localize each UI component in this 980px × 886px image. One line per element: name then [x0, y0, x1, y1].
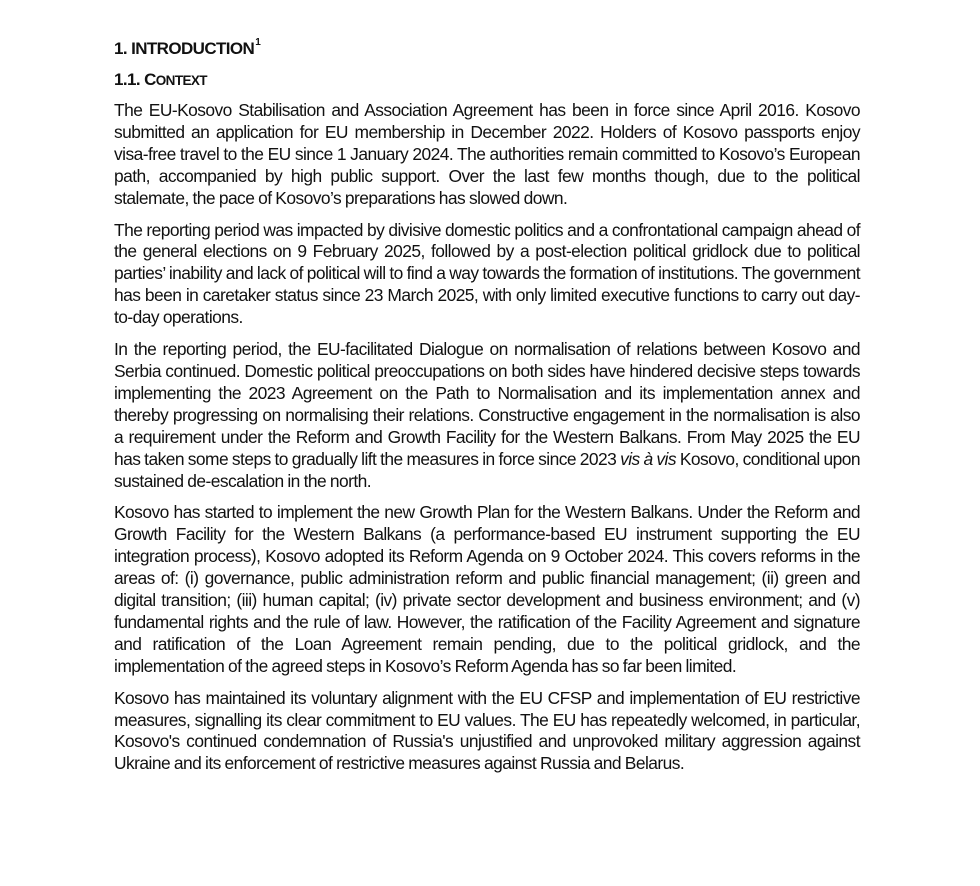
subsection-number: 1.1. — [114, 70, 145, 89]
footnote-reference[interactable]: 1 — [255, 37, 261, 48]
italic-phrase: vis à vis — [620, 448, 677, 469]
paragraph-text: In the reporting period, the EU-facilitated Dialogue on normalisation of relations between Kosovo and Serbia continued. Domestic political preoccupations on both sides have hindered decisive steps towards implementing the 2023 Agreement on the Path to Normalisation and its implementation annex and thereby progressing on normalising their relations. Constructive engagement in the normalisation is also a requirement under the Reform and Growth Facility for the Western Balkans. From May 2025 the EU has taken some steps to gradually lift the measures in force since 2023 — [114, 339, 860, 469]
heading-text: 1. INTRODUCTION — [114, 39, 255, 58]
paragraph-dialogue-serbia — [114, 339, 860, 492]
paragraph-sa-agreement: The EU-Kosovo Stabilisation and Association Agreement has been in force since April 2016. Kosovo submitted an application for EU membership in December 2022. Holders of Kosovo passports enjoy visa-free travel to the EU since 1 January 2024. The authorities remain committed to Kosovo’s European path, accompanied by high public support. Over the last few months though, due to the political stalemate, the pace of Kosovo’s preparations has slowed down. — [114, 100, 860, 208]
paragraph-text: Kosovo, conditional upon sustained de-escalation in the north. — [114, 448, 860, 491]
paragraph-reporting-period-politics: The reporting period was impacted by divisive domestic politics and a confrontational campaign ahead of the general elections on 9 February 2025, followed by a post-election political gridlock due to political parties’ inability and lack of political will to find a way towards the formation of institutions. The government has been in caretaker status since 23 March 2025, with only limited executive functions to carry out day-to-day operations. — [114, 219, 860, 328]
section-heading-introduction — [114, 36, 860, 62]
paragraph-cfsp-alignment: Kosovo has maintained its voluntary alignment with the EU CFSP and implementation of EU restrictive measures, signalling its clear commitment to EU values. The EU has repeatedly welcomed, in particular, Kosovo's continued condemnation of Russia's unjustified and unprovoked military aggression against Ukraine and its enforcement of restrictive measures against Russia and Belarus. — [114, 687, 860, 774]
subsection-title-rest: ONTEXT — [155, 73, 207, 88]
subsection-heading-context — [114, 68, 860, 92]
subsection-title-initial: C — [144, 70, 156, 89]
paragraph-growth-plan: Kosovo has started to implement the new Growth Plan for the Western Balkans. Under the Reform and Growth Facility for the Western Balkans (a performance-based EU instrument supporting the EU integration process), Kosovo adopted its Reform Agenda on 9 October 2024. This covers reforms in the areas of: (i) governance, public administration reform and public financial management; (ii) green and digital transition; (iii) human capital; (iv) private sector development and business environment; and (v) fundamental rights and the rule of law. However, the ratification of the Facility Agreement and signature and ratification of the Loan Agreement remain pending, due to the political gridlock, and the implementation of the agreed steps in Kosovo’s Reform Agenda has so far been limited. — [114, 502, 860, 676]
document-page — [114, 36, 860, 775]
